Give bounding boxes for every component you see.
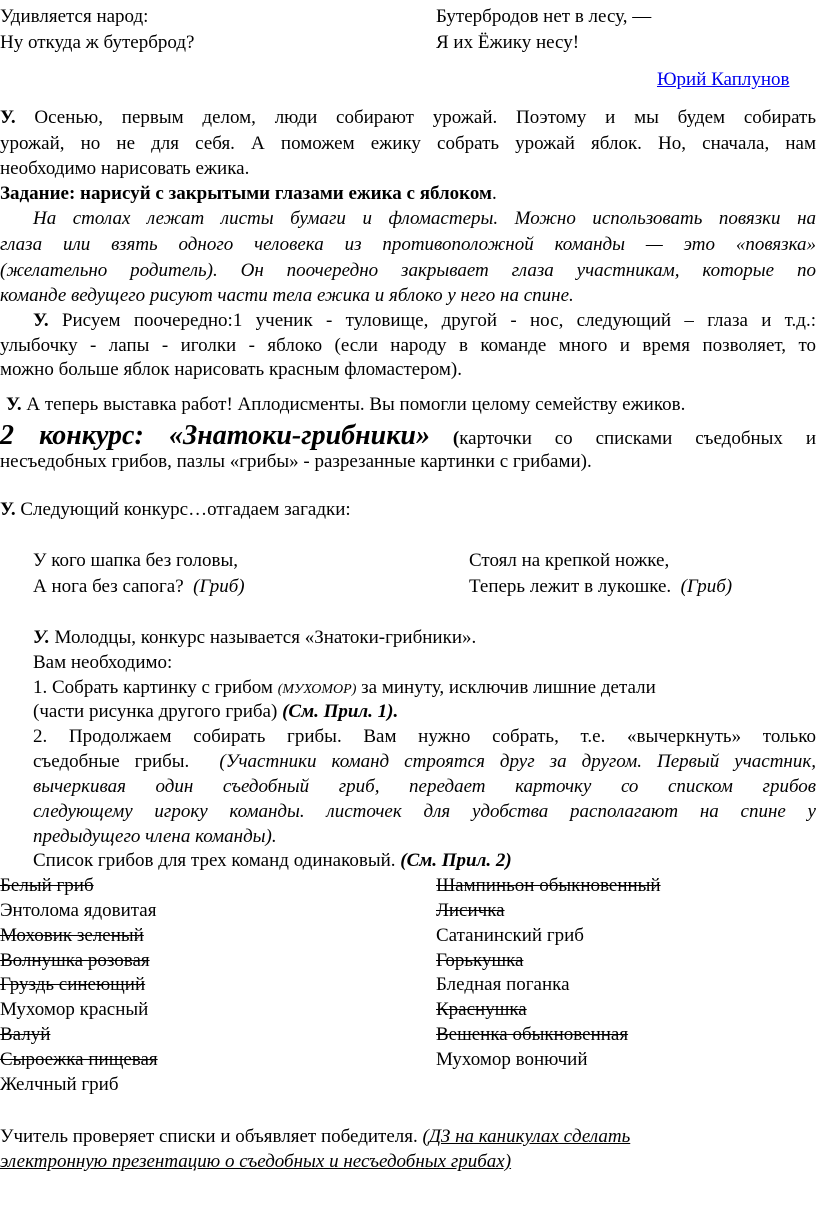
instr-line [33,676,656,702]
mushroom-note: (МУХОМОР) [277,682,357,697]
speaker-label: У. [0,499,16,520]
riddle-line: Стоял на крепкой ножке, [469,550,670,571]
intro-line: необходимо нарисовать ежика. [0,158,250,179]
draw-line [33,309,816,333]
riddles-intro [0,498,351,522]
intro-line: урожай, но не для себя. А поможем ежику собрать урожай яблок. Но, сначала, нам [0,133,816,154]
contest-desc: карточки со списками съедобных и [459,428,816,449]
mushroom-item: Волнушка розовая [0,950,150,971]
text-run: съедобные грибы. [33,751,190,772]
text-run: Следующий конкурс…отгадаем загадки: [20,499,351,520]
riddle-line [469,575,732,599]
text-run: Осенью, первым делом, люди собирают урожай. Поэтому и мы будем собирать [34,107,816,128]
poem-line: Удивляется народ: [0,6,149,27]
poem-line: Ну откуда ж бутерброд? [0,32,195,53]
text-run: 1. Собрать картинку с грибом [33,677,273,698]
poem-line: Бутербродов нет в лесу, — [436,6,652,27]
text-run: А нога без сапога? [33,576,184,597]
appendix-ref: (См. Прил. 2) [400,850,512,871]
exhibit-line [6,393,685,417]
mushroom-item: Белый гриб [0,875,94,896]
intro-paragraph [0,106,816,130]
contest-title: 2 конкурс: «Знатоки-грибники» [0,420,430,451]
poem-line: Я их Ёжику несу! [436,32,580,53]
paren: ( [452,428,460,449]
mushroom-item: Лисичка [436,900,505,921]
mushroom-item: Мухомор вонючий [436,1049,588,1070]
text-run: за минуту, исключив лишние детали [361,677,656,698]
speaker-label: У. [33,627,50,648]
instr-line [33,626,476,650]
text-run: (части рисунка другого гриба) [33,701,278,722]
instr-line [33,700,398,724]
mushroom-item: Сатанинский гриб [436,925,584,946]
text-run: Список грибов для трех команд одинаковый. [33,850,396,871]
text-run: Учитель проверяет списки и объявляет победителя. [0,1126,418,1147]
task-line: глаза или взять одного человека из противоположной команды — это «повязка» [0,234,816,255]
instr-line: следующему игроку команды. листочек для удобства располагают на спине у [33,801,816,822]
task-line: команде ведущего рисуют части тела ежика и яблоко у него на спине. [0,285,574,306]
mushroom-item: Мухомор красный [0,999,149,1020]
riddle-answer: (Гриб) [193,576,245,597]
text-run: Молодцы, конкурс называется «Знатоки-грибники». [54,627,477,648]
text-run: А теперь выставка работ! Аплодисменты. Вы помогли целому семейству ежиков. [26,394,686,415]
mushroom-item: Бледная поганка [436,974,570,995]
mushroom-item: Энтолома ядовитая [0,900,157,921]
mushroom-item: Шампиньон обыкновенный [436,875,661,896]
task-dot: . [491,183,497,204]
draw-line: улыбочку - лапы - иголки - яблоко (если народу в команде много и время позволяет, то [0,335,816,356]
mushroom-item: Моховик зеленый [0,925,144,946]
instr-line [33,849,512,873]
mushroom-item: Вешенка обыкновенная [436,1024,629,1045]
instr-line: Вам необходимо: [33,652,173,673]
riddle-line: У кого шапка без головы, [33,550,239,571]
task-heading [0,182,497,206]
text-run: Теперь лежит в лукошке. [469,576,672,597]
speaker-label: У. [0,107,16,128]
mushroom-item: Горькушка [436,950,524,971]
mushroom-item: Валуй [0,1024,51,1045]
author-link[interactable] [657,68,790,92]
homework-note: (ДЗ на каникулах сделать [422,1126,631,1147]
homework-note: электронную презентацию о съедобных и несъедобных грибах) [0,1151,512,1172]
riddle-line [33,575,245,599]
mushroom-item: Желчный гриб [0,1074,119,1095]
text-run: (Участники команд строятся друг за другом. Первый участник, [219,751,816,772]
task-line: (желательно родитель). Он поочередно закрывает глаза участникам, которые по [0,260,816,281]
appendix-ref: (См. Прил. 1). [282,701,399,722]
conclusion-line [0,1125,630,1149]
mushroom-item: Груздь синеющий [0,974,146,995]
mushroom-item: Краснушка [436,999,527,1020]
contest-desc-line: несъедобных грибов, пазлы «грибы» - разрезанные картинки с грибами). [0,451,592,472]
mushroom-item: Сыроежка пищевая [0,1049,158,1070]
instr-line: вычеркивая один съедобный гриб, передает карточку со списком грибов [33,776,816,797]
riddle-answer: (Гриб) [680,576,733,597]
instr-line [33,750,816,774]
instr-line: предыдущего члена команды). [33,826,277,847]
task-label: Задание: нарисуй с закрытыми глазами ежика с яблоком [0,183,492,204]
task-line: На столах лежат листы бумаги и фломастеры. Можно использовать повязки на [33,208,816,229]
text-run: Рисуем поочередно:1 ученик - туловище, другой - нос, следующий – глаза и т.д.: [61,310,816,331]
author-link-text[interactable]: Юрий Каплунов [657,69,790,90]
speaker-label: У. [6,394,22,415]
draw-line: можно больше яблок нарисовать красным фломастером). [0,359,462,380]
instr-line: 2. Продолжаем собирать грибы. Вам нужно собрать, т.е. «вычеркнуть» только [33,726,816,747]
speaker-label: У. [33,310,49,331]
